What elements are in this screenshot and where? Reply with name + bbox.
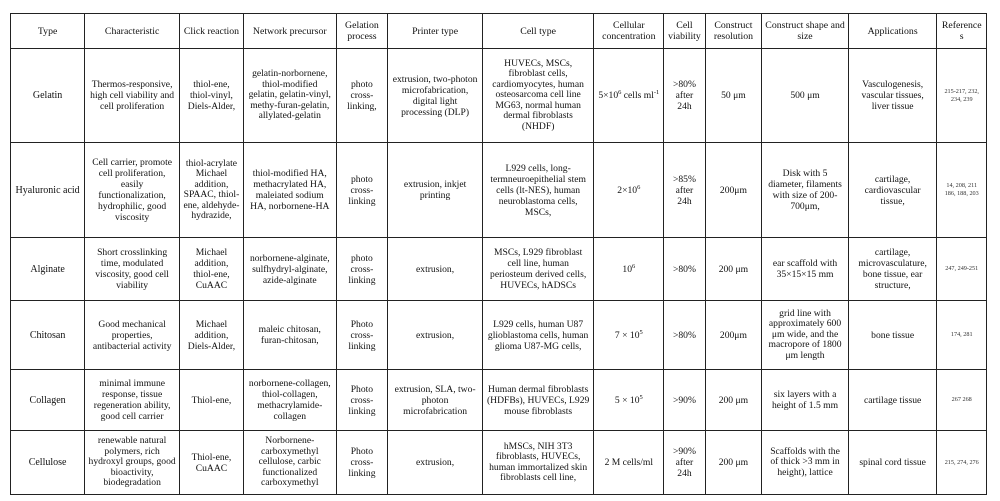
cell-references: 247, 249-251 xyxy=(937,238,987,301)
cell-characteristic: renewable natural polymers, rich hydroxyl groups, good bioactivity, biodegradation xyxy=(85,431,180,495)
concentration-unit: cells ml xyxy=(621,90,654,101)
table-row-gelatin xyxy=(11,49,987,143)
cell-type-name: Cellulose xyxy=(11,431,85,495)
cell-resolution: 200μm xyxy=(705,143,762,238)
cell-shape-size: Scaffolds with the of thick >3 mm in height), lattice xyxy=(762,431,849,495)
cell-applications: bone tissue xyxy=(848,301,937,370)
cell-shape-size: six layers with a height of 1.5 mm xyxy=(762,370,849,431)
cell-printer-type: extrusion, xyxy=(388,431,483,495)
cell-network-precursor: gelatin-norbornene, thiol-modified gelatin, gelatin-vinyl, methy-furan-gelatin, allylated-gelatin xyxy=(243,49,336,143)
cell-cell-type: L929 cells, long-termneuroepithelial stem cells (lt-NES), human neuroblastoma cells, MSCs, xyxy=(482,143,593,238)
cell-viability: >90% xyxy=(664,370,705,431)
cell-click-reaction: thiol-acrylate Michael addition, SPAAC, thiol-ene, aldehyde-hydrazide, xyxy=(180,143,244,238)
cell-gelation-process: photo cross-linking, xyxy=(336,49,388,143)
cell-network-precursor: thiol-modified HA, methacrylated HA, maleiated sodium HA, norbornene-HA xyxy=(243,143,336,238)
concentration-base: 5×10 xyxy=(598,90,619,101)
header-references: References xyxy=(937,14,987,49)
concentration-base: 2×10 xyxy=(617,184,638,196)
concentration-base: 10 xyxy=(622,263,632,275)
cell-characteristic: Good mechanical properties, antibacterial activity xyxy=(85,301,180,370)
cell-applications: spinal cord tissue xyxy=(848,431,937,495)
cell-network-precursor: norbornene-alginate, sulfhydryl-alginate, azide-alginate xyxy=(243,238,336,301)
cell-click-reaction: Thiol-ene, xyxy=(180,370,244,431)
cell-network-precursor: maleic chitosan, furan-chitosan, xyxy=(243,301,336,370)
header-characteristic: Characteristic xyxy=(85,14,180,49)
cell-references: 174, 281 xyxy=(937,301,987,370)
header-applications: Applications xyxy=(848,14,937,49)
cell-type-name: Alginate xyxy=(11,238,85,301)
cell-viability: >80% xyxy=(664,301,705,370)
cell-concentration xyxy=(594,370,664,431)
cell-gelation-process: Photo cross-linking xyxy=(336,370,388,431)
concentration-exponent: 6 xyxy=(637,183,641,191)
cell-references: 215-217, 232, 234, 239 xyxy=(937,49,987,143)
cell-cell-type: hMSCs, NIH 3T3 fibroblasts, HUVECs, human immortalized skin fibroblasts cell line, xyxy=(482,431,593,495)
cell-printer-type: extrusion, inkjet printing xyxy=(388,143,483,238)
cell-printer-type: extrusion, two-photon microfabrication, digital light processing (DLP) xyxy=(388,49,483,143)
cell-cell-type: HUVECs, MSCs, fibroblast cells, cardiomyocytes, human osteosarcoma cell line MG63, normal human dermal fibroblasts (NHDF) xyxy=(482,49,593,143)
cell-network-precursor: norbornene-collagen, thiol-collagen, methacrylamide-collagen xyxy=(243,370,336,431)
cell-type-name: Gelatin xyxy=(11,49,85,143)
cell-characteristic: Cell carrier, promote cell proliferation, easily functionalization, hydrophilic, good viscosity xyxy=(85,143,180,238)
header-type: Type xyxy=(11,14,85,49)
cell-concentration xyxy=(594,49,664,143)
cell-references: 14, 208, 211 186, 188, 203 xyxy=(937,143,987,238)
cell-applications: Vasculogenesis, vascular tissues, liver tissue xyxy=(848,49,937,143)
cell-viability: >90% after 24h xyxy=(664,431,705,495)
cell-type-name: Chitosan xyxy=(11,301,85,370)
cell-network-precursor: Norbornene-carboxymethyl cellulose, carbic functionalized carboxymethyl xyxy=(243,431,336,495)
cell-concentration xyxy=(594,238,664,301)
cell-resolution: 200 μm xyxy=(705,370,762,431)
concentration-base: 7 × 10 xyxy=(614,329,640,341)
cell-characteristic: Short crosslinking time, modulated viscosity, good cell viability xyxy=(85,238,180,301)
cell-cell-type: MSCs, L929 fibroblast cell line, human periosteum derived cells, HUVECs, hADSCs xyxy=(482,238,593,301)
header-click-reaction: Click reaction xyxy=(180,14,244,49)
bioink-comparison-table xyxy=(10,13,987,495)
cell-references: 267 268 xyxy=(937,370,987,431)
concentration-exponent: 6 xyxy=(618,88,622,96)
cell-shape-size: Disk with 5 diameter, filaments with size of 200-700μm, xyxy=(762,143,849,238)
cell-viability: >85% after 24h xyxy=(664,143,705,238)
cell-printer-type: extrusion, xyxy=(388,238,483,301)
header-cell-type: Cell type xyxy=(482,14,593,49)
header-network-precursor: Network precursor xyxy=(243,14,336,49)
header-printer-type: Printer type xyxy=(388,14,483,49)
cell-viability: >80% after 24h xyxy=(664,49,705,143)
table-row-hyaluronic-acid xyxy=(11,143,987,238)
table-row-collagen xyxy=(11,370,987,431)
cell-concentration xyxy=(594,301,664,370)
cell-characteristic: minimal immune response, tissue regeneration ability, good cell carrier xyxy=(85,370,180,431)
cell-characteristic: Thermos-responsive, high cell viability and cell proliferation xyxy=(85,49,180,143)
header-construct-shape-size: Construct shape and size xyxy=(762,14,849,49)
concentration-unit-exponent: -1 xyxy=(653,88,660,96)
cell-shape-size: grid line with approximately 600 μm wide, and the macropore of 1800 μm length xyxy=(762,301,849,370)
comparison-table-container xyxy=(10,13,987,495)
cell-resolution: 200 μm xyxy=(705,238,762,301)
table-row-cellulose xyxy=(11,431,987,495)
cell-type-name: Collagen xyxy=(11,370,85,431)
cell-click-reaction: thiol-ene, thiol-vinyl, Diels-Alder, xyxy=(180,49,244,143)
cell-concentration: 2 M cells/ml xyxy=(594,431,664,495)
cell-resolution: 200 μm xyxy=(705,431,762,495)
header-cell-viability: Cell viability xyxy=(664,14,705,49)
cell-concentration xyxy=(594,143,664,238)
cell-resolution: 200μm xyxy=(705,301,762,370)
header-gelation-process: Gelation process xyxy=(336,14,388,49)
cell-gelation-process: photo cross-linking xyxy=(336,238,388,301)
cell-applications: cartilage, cardiovascular tissue, xyxy=(848,143,937,238)
table-row-chitosan xyxy=(11,301,987,370)
cell-gelation-process: Photo cross-linking xyxy=(336,431,388,495)
header-construct-resolution: Construct resolution xyxy=(705,14,762,49)
table-row-alginate xyxy=(11,238,987,301)
cell-cell-type: L929 cells, human U87 glioblastoma cells, human glioma U87-MG cells, xyxy=(482,301,593,370)
cell-shape-size: ear scaffold with 35×15×15 mm xyxy=(762,238,849,301)
cell-gelation-process: photo cross-linking xyxy=(336,143,388,238)
header-cellular-concentration: Cellular concentration xyxy=(594,14,664,49)
cell-references: 215, 274, 276 xyxy=(937,431,987,495)
cell-cell-type: Human dermal fibroblasts (HDFBs), HUVECs, L929 mouse fibroblasts xyxy=(482,370,593,431)
concentration-exponent: 6 xyxy=(631,262,636,270)
cell-resolution: 50 μm xyxy=(705,49,762,143)
cell-applications: cartilage, microvasculature, bone tissue, ear structure, xyxy=(848,238,937,301)
cell-applications: cartilage tissue xyxy=(848,370,937,431)
cell-click-reaction: Michael addition, Diels-Alder, xyxy=(180,301,244,370)
cell-type-name: Hyaluronic acid xyxy=(11,143,85,238)
concentration-exponent: 5 xyxy=(639,328,643,336)
header-row xyxy=(11,14,987,49)
concentration-exponent: 5 xyxy=(639,393,643,401)
cell-shape-size: 500 μm xyxy=(762,49,849,143)
cell-printer-type: extrusion, SLA, two-photon microfabrication xyxy=(388,370,483,431)
cell-click-reaction: Thiol-ene, CuAAC xyxy=(180,431,244,495)
cell-click-reaction: Michael addition, thiol-ene, CuAAC xyxy=(180,238,244,301)
cell-viability: >80% xyxy=(664,238,705,301)
cell-gelation-process: Photo cross-linking xyxy=(336,301,388,370)
concentration-base: 5 × 10 xyxy=(614,394,640,406)
cell-printer-type: extrusion, xyxy=(388,301,483,370)
